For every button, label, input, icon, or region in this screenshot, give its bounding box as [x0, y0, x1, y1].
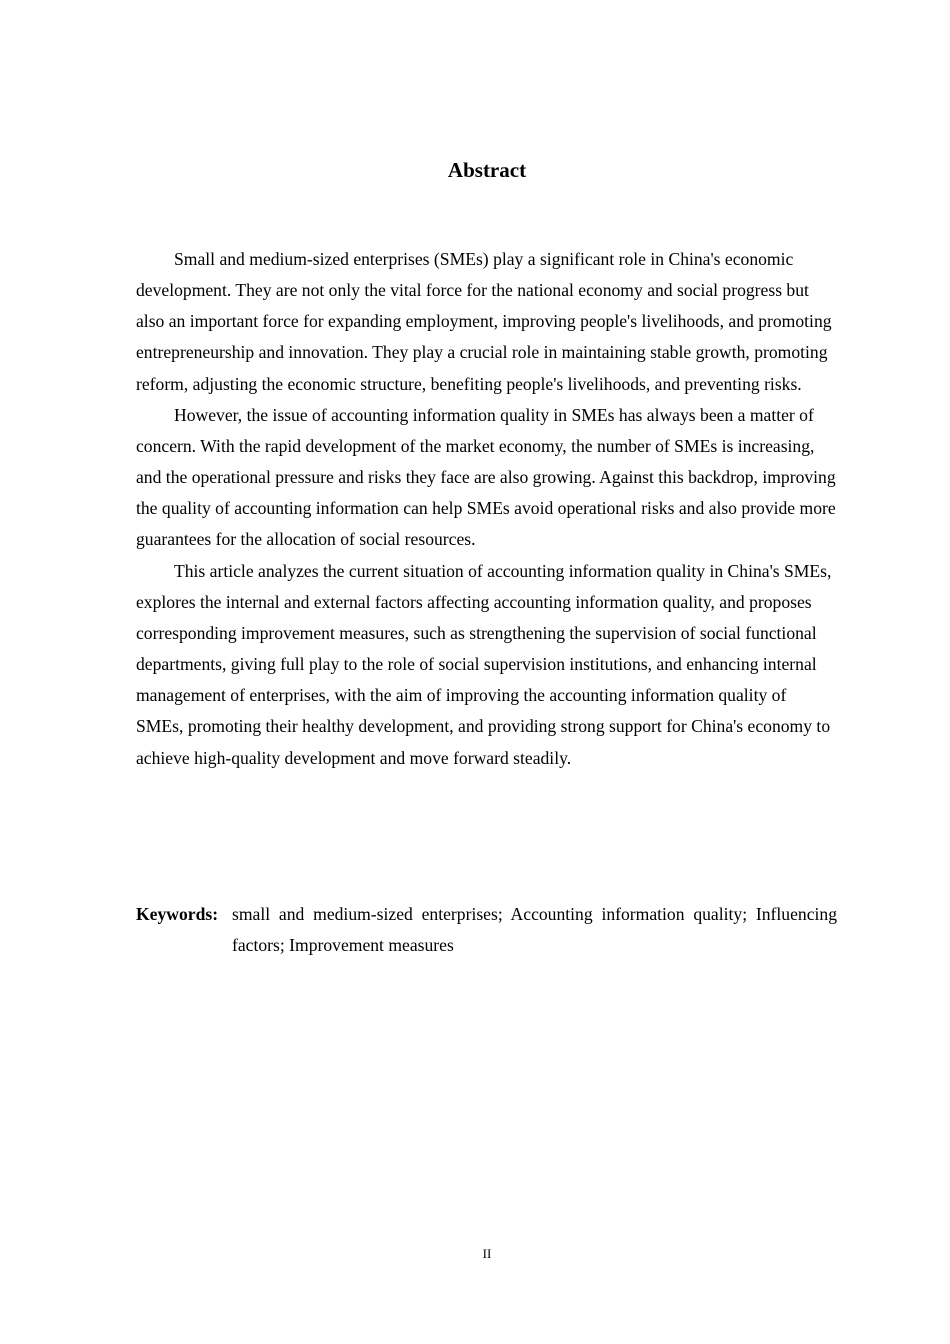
abstract-paragraph-1: Small and medium-sized enterprises (SMEs) play a significant role in China's economic development. They are not only the vital force for the national economy and social progress but also an important force for expanding employment, improving people's livelihoods, and promoting entrepreneurship and innovation. They play a crucial role in maintaining stable growth, promoting reform, adjusting the economic structure, benefiting people's livelihoods, and preventing risks. — [136, 249, 832, 394]
keywords-label: Keywords: — [136, 904, 219, 924]
abstract-body — [136, 244, 837, 774]
page-number: II — [482, 1246, 492, 1261]
abstract-paragraph-3: This article analyzes the current situation of accounting information quality in China's SMEs, explores the internal and external factors affecting accounting information quality, and proposes corresponding improvement measures, such as strengthening the supervision of social functional departments, giving full play to the role of social supervision institutions, and enhancing internal management of enterprises, with the aim of improving the accounting information quality of SMEs, promoting their healthy development, and providing strong support for China's economy to achieve high-quality development and move forward steadily. — [136, 560, 832, 768]
keywords-text: small and medium-sized enterprises; Accounting information quality; Influencing factors; Improvement measures — [232, 904, 837, 956]
abstract-paragraph-2: However, the issue of accounting information quality in SMEs has always been a matter of concern. With the rapid development of the market economy, the number of SMEs is increasing, and the operational pressure and risks they face are also growing. Against this backdrop, improving the quality of accounting information can help SMEs avoid operational risks and also provide more guarantees for the allocation of social resources. — [136, 404, 836, 550]
keywords-block — [136, 899, 837, 961]
page-title: Abstract — [447, 158, 527, 182]
